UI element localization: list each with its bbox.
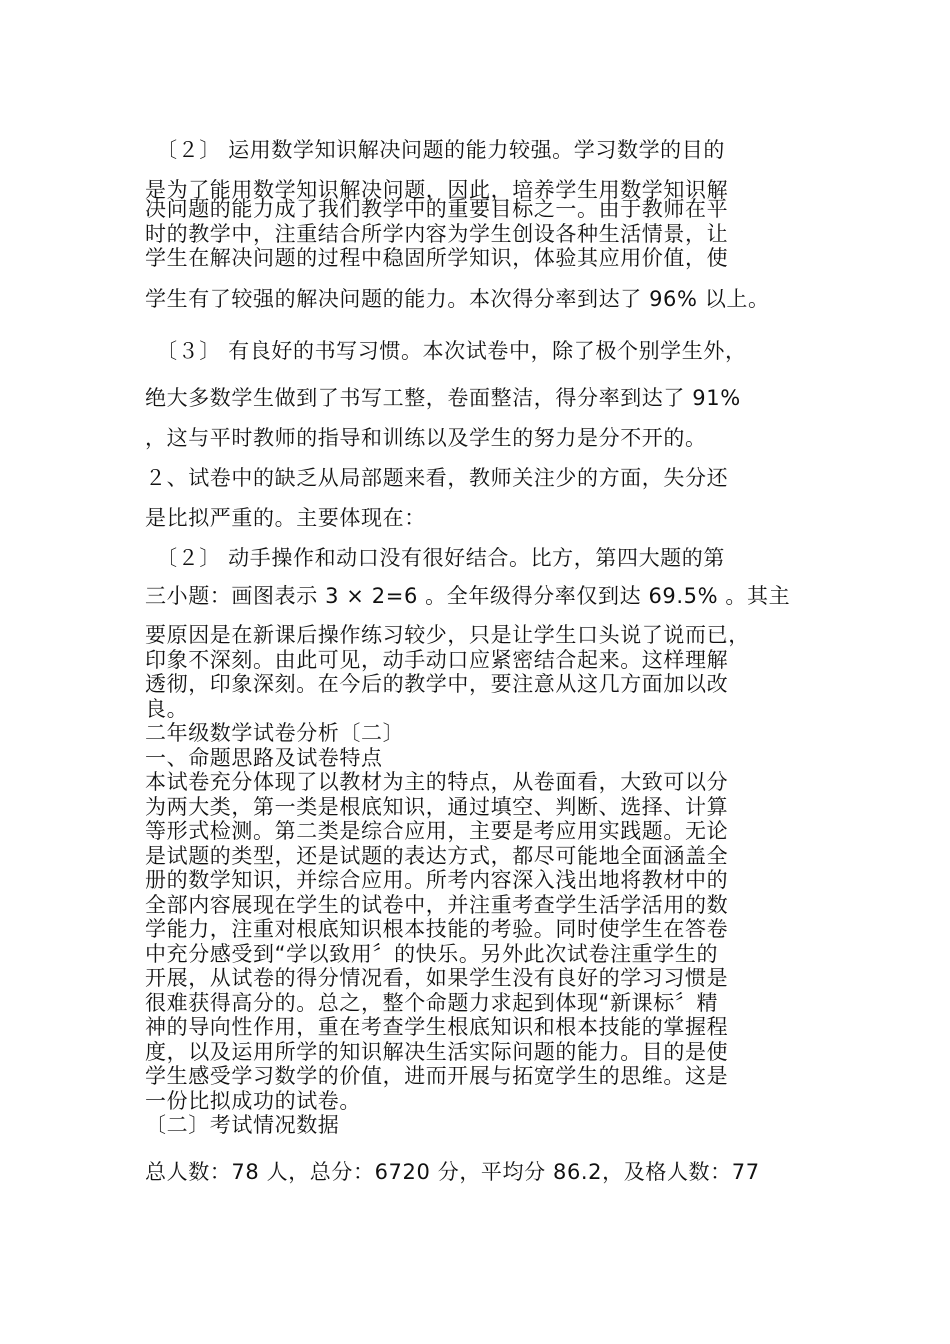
text-line: 学生在解决问题的过程中稳固所学知识，体验其应用价值，使 [145, 246, 729, 270]
text-line: 时的教学中，注重结合所学内容为学生创设各种生活情景，让 [145, 221, 729, 246]
text-line: 是比拟严重的。主要体现在： [145, 506, 426, 530]
text-line: 良。 [145, 696, 189, 721]
text-line: 学能力，注重对根底知识根本技能的考验。同时使学生在答卷 [145, 917, 729, 941]
text-line: 一份比拟成功的试卷。 [145, 1088, 361, 1113]
text-line: ２、试卷中的缺乏从局部题来看，教师关注少的方面，失分还 [145, 466, 729, 490]
text-line: 三小题：画图表示 3 × 2=6 。全年级得分率仅到达 69.5% 。其主 [145, 584, 791, 608]
text-line: 本试卷充分体现了以教材为主的特点，从卷面看，大致可以分 [145, 770, 729, 794]
text-line: 度，以及运用所学的知识解决生活实际问题的能力。目的是使 [145, 1039, 729, 1064]
text-line: 〔３〕 有良好的书写习惯。本次试卷中，除了极个别学生外， [145, 339, 747, 363]
paragraph-score-96 [145, 279, 815, 319]
text-line: 〔２〕 运用数学知识解决问题的能力较强。学习数学的目的 [145, 138, 725, 162]
text-line: 要原因是在新课后操作练习较少，只是让学生口头说了说而已， [145, 623, 750, 647]
paragraph-problem-solving-continued [145, 197, 815, 271]
text-line: 是试题的类型，还是试题的表达方式，都尽可能地全面涵盖全 [145, 843, 729, 868]
text-line: 为两大类，第一类是根底知识，通过填空、判断、选择、计算 [145, 794, 729, 819]
text-line: 透彻，印象深刻。在今后的教学中，要注意从这几方面加以改 [145, 672, 729, 696]
paragraph-writing-habits [145, 331, 815, 371]
text-line: 是为了能用数学知识解决问题，因此，培养学生用数学知识解 [145, 178, 729, 202]
text-line: 全部内容展现在学生的试卷中，并注重考查学生活学活用的数 [145, 892, 729, 917]
text-line: 等形式检测。第二类是综合应用，主要是考应用实践题。无论 [145, 819, 729, 843]
text-line: 绝大多数学生做到了书写工整，卷面整洁，得分率到达了 91% [145, 386, 741, 410]
paragraph-exam-statistics [145, 1152, 815, 1192]
text-line: 总人数：78 人，总分：6720 分，平均分 86.2，及格人数：77 [145, 1160, 760, 1184]
text-line: ，这与平时教师的指导和训练以及学生的努力是分不开的。 [145, 426, 707, 450]
text-line: 学生感受学习数学的价值，进而开展与拓宽学生的思维。这是 [145, 1064, 729, 1088]
text-line: 中充分感受到“学以致用〞的快乐。另外此次试卷注重学生的 [145, 941, 719, 966]
paragraph-shortcomings [145, 378, 815, 578]
text-line: 神的导向性作用，重在考查学生根底知识和根本技能的掌握程 [145, 1015, 729, 1039]
section-title: 二年级数学试卷分析〔二〕 [145, 721, 405, 745]
paragraph-drawing-question [145, 576, 815, 616]
text-line: 〔２〕 动手操作和动口没有很好结合。比方，第四大题的第 [145, 546, 725, 570]
text-line: 决问题的能力成了我们教学中的重要目标之一。由于教师在平 [145, 197, 729, 221]
text-line: 册的数学知识，并综合应用。所考内容深入浅出地将教材中的 [145, 868, 729, 892]
text-line: 很难获得高分的。总之，整个命题力求起到体现“新课标〞精 [145, 990, 719, 1015]
section-heading: 一、命题思路及试卷特点 [145, 745, 383, 770]
text-line: 开展，从试卷的得分情况看，如果学生没有良好的学习习惯是 [145, 966, 729, 990]
paragraph-analysis-two [145, 623, 815, 1138]
text-line: 学生有了较强的解决问题的能力。本次得分率到达了 96% 以上。 [145, 287, 770, 311]
section-heading: 〔二〕考试情况数据 [145, 1113, 340, 1137]
text-line: 印象不深刻。由此可见，动手动口应紧密结合起来。这样理解 [145, 647, 729, 672]
